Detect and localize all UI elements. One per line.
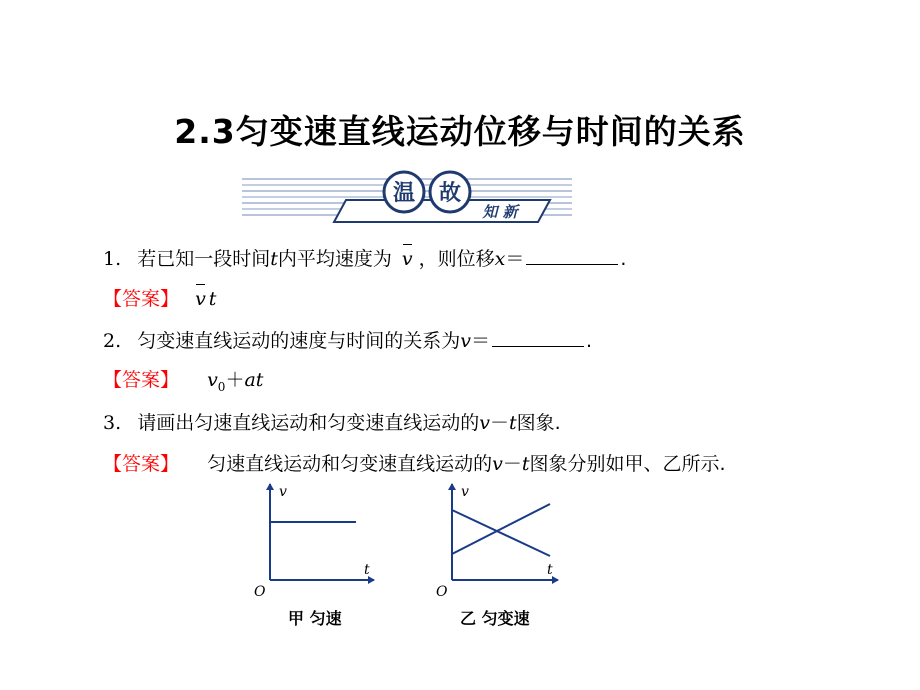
a2-at: at [244,369,264,391]
a1-t: t [208,288,217,310]
banner-sub-text: 知 新 [482,203,518,221]
a2-plus: ＋ [225,369,245,391]
q1-t: t [270,248,278,270]
a2-label: 【答案】 [103,369,180,391]
a2-sub: 0 [217,379,226,394]
section-banner [238,168,576,226]
graph1-origin: O [254,584,266,600]
banner-char-2: 故 [438,180,462,206]
q1-answer-blank [526,248,618,265]
graph1-t-label: t [364,562,370,578]
graph2-decreasing-line [452,510,550,556]
q3-t: t [508,412,517,434]
a3-t: t [521,453,530,475]
a3-text2: 图象分别如甲、乙所示. [529,453,726,475]
graph-uniform [254,484,374,628]
q3-number: 3. [103,412,122,434]
graph2-t-label: t [547,562,553,578]
graph2-origin: O [436,584,448,600]
q1-text: 若已知一段时间 [137,248,271,270]
a3-text: 匀速直线运动和匀变速直线运动的 [207,453,493,475]
a1-label: 【答案】 [103,288,180,310]
page-title: 2.3匀变速直线运动位移与时间的关系 [174,112,746,151]
graph2-v-label: v [461,484,469,500]
q1-x: x [494,248,506,270]
vt-graphs [240,476,580,636]
graph2-increasing-line [452,504,550,554]
a2-v: v [207,369,218,391]
q1-text2: 内平均速度为 [277,248,392,270]
q2-answer-blank [492,330,584,347]
q3-dash: － [489,412,509,434]
q2-v: v [460,330,471,352]
graph-varying [436,484,558,628]
q2-text: 匀变速直线运动的速度与时间的关系为 [137,330,461,352]
graph2-caption: 乙 匀变速 [460,609,530,628]
a3-dash: － [502,453,522,475]
question-2 [103,326,592,353]
q2-number: 2. [103,330,122,352]
answer-3 [103,449,726,476]
answer-1 [103,284,216,311]
question-1 [103,244,626,271]
q2-end: . [585,330,592,352]
q3-text2: 图象. [516,412,561,434]
q1-number: 1. [103,248,122,270]
q1-text3: 则位移 [437,248,495,270]
q3-v: v [479,412,490,434]
graph1-v-label: v [279,484,287,500]
answer-2 [103,365,263,394]
a3-v: v [492,453,503,475]
q2-eq: ＝ [470,330,490,352]
graph1-caption: 甲 匀速 [288,609,342,628]
q1-end: . [620,248,627,270]
q1-eq: ＝ [505,248,525,270]
q1-comma: ， [418,248,438,270]
q1-vbar: v [401,248,413,270]
question-3 [103,408,561,435]
a3-label: 【答案】 [103,453,180,475]
q3-text: 请画出匀速直线运动和匀变速直线运动的 [137,412,480,434]
a1-vbar: v [195,288,206,310]
banner-char-1: 温 [392,180,416,206]
